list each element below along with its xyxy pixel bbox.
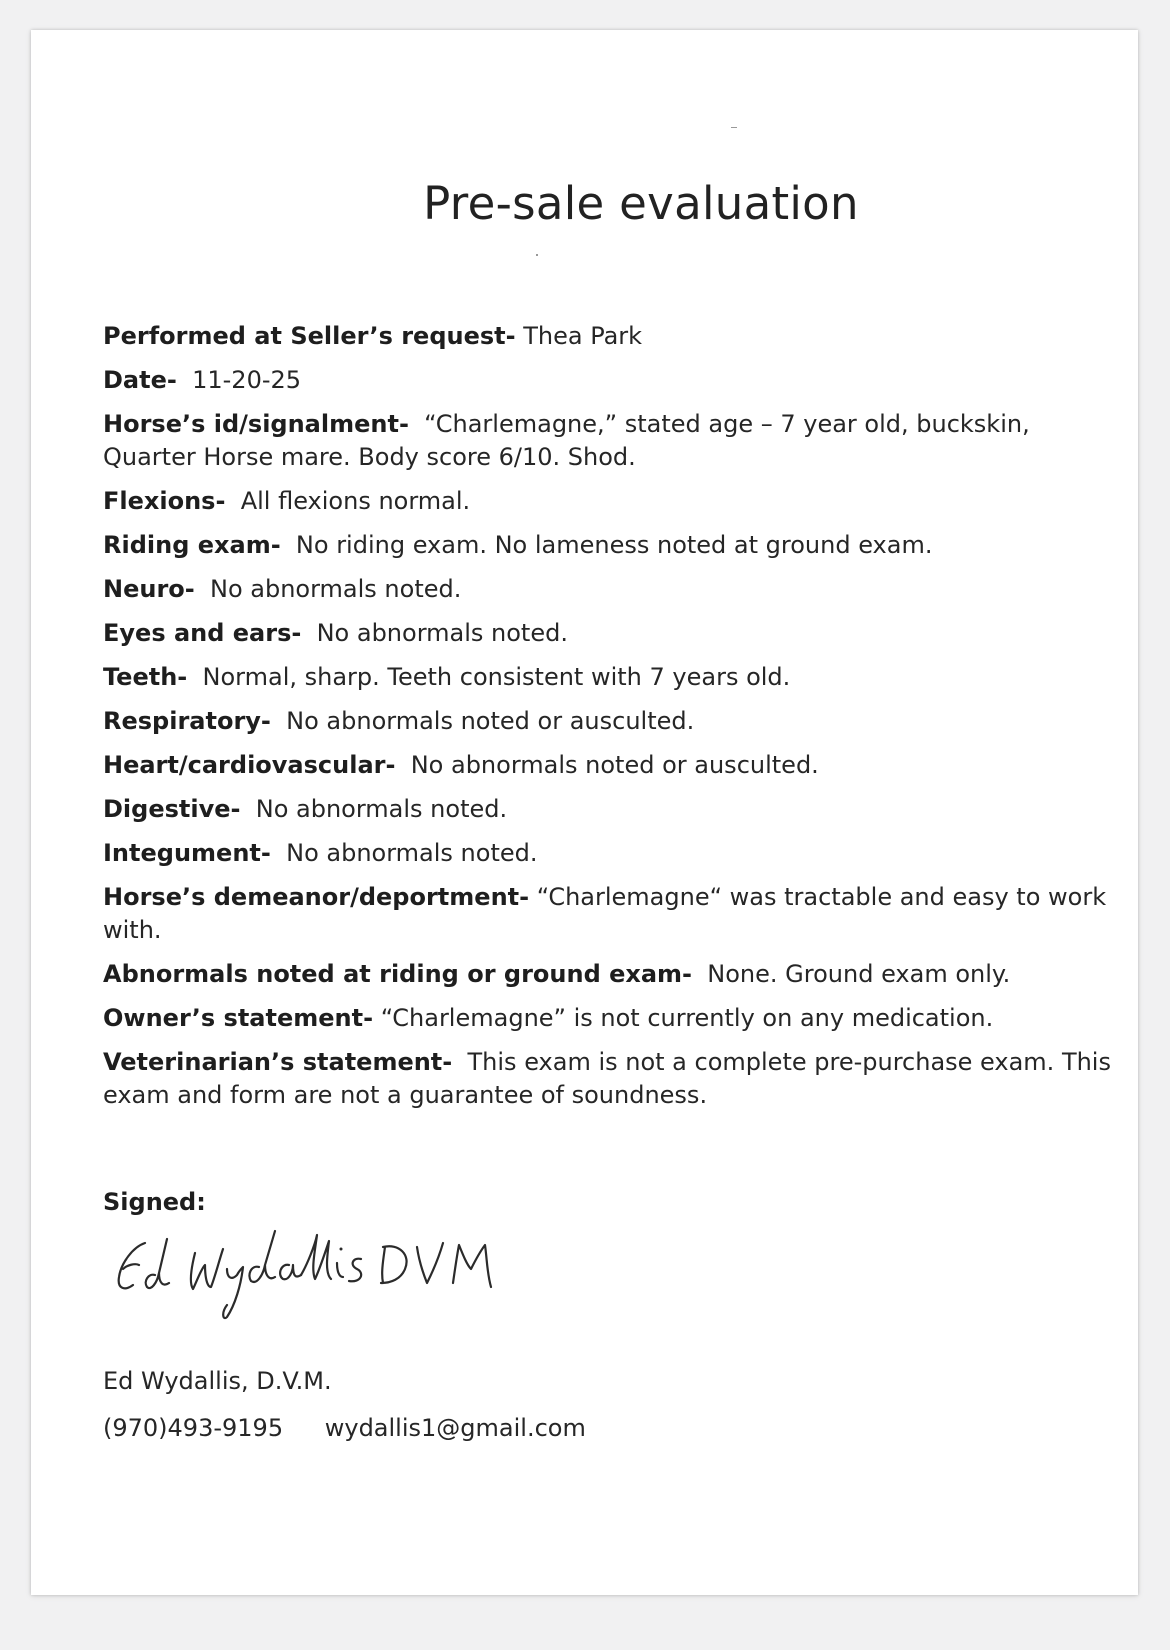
field-teeth: [103, 661, 1113, 694]
field-label: Neuro-: [103, 575, 195, 603]
field-label: Veterinarian’s statement-: [103, 1048, 453, 1076]
field-heart: [103, 749, 1113, 782]
signer-phone: (970)493-9195: [103, 1414, 284, 1442]
handwritten-signature: [93, 1225, 543, 1355]
field-eyes-ears: [103, 617, 1113, 650]
field-value: This exam is not a complete pre-purchase exam. This exam and form are not a guarantee of soundness.: [103, 1048, 1111, 1109]
field-value: No abnormals noted or ausculted.: [410, 751, 819, 779]
field-value: All flexions normal.: [240, 487, 471, 515]
field-value: “Charlemagne“ was tractable and easy to work with.: [103, 883, 1107, 944]
field-value: Normal, sharp. Teeth consistent with 7 years old.: [202, 663, 791, 691]
field-performed-at: [103, 320, 1113, 353]
signed-label: Signed:: [103, 1188, 206, 1216]
scan-speck: [731, 127, 737, 128]
field-label: Teeth-: [103, 663, 188, 691]
field-label: Abnormals noted at riding or ground exam-: [103, 960, 693, 988]
signer-contact: [103, 1414, 586, 1442]
field-value: No abnormals noted or ausculted.: [286, 707, 695, 735]
field-label: Owner’s statement-: [103, 1004, 374, 1032]
field-respiratory: [103, 705, 1113, 738]
field-veterinarian-statement: [103, 1046, 1113, 1112]
field-value: 11-20-25: [192, 366, 302, 394]
field-label: Integument-: [103, 839, 271, 867]
field-value: No abnormals noted.: [210, 575, 462, 603]
field-owner-statement: [103, 1002, 1113, 1035]
field-signalment: [103, 408, 1113, 474]
field-label: Date-: [103, 366, 177, 394]
signer-name: Ed Wydallis, D.V.M.: [103, 1367, 332, 1395]
field-label: Flexions-: [103, 487, 226, 515]
document-title: Pre-sale evaluation: [423, 177, 859, 230]
field-date: [103, 364, 1113, 397]
field-value: No abnormals noted.: [286, 839, 538, 867]
field-label: Horse’s demeanor/deportment-: [103, 883, 530, 911]
field-abnormals: [103, 958, 1113, 991]
evaluation-fields: [103, 320, 1113, 1123]
field-value: No abnormals noted.: [316, 619, 568, 647]
field-flexions: [103, 485, 1113, 518]
field-label: Riding exam-: [103, 531, 281, 559]
field-value: None. Ground exam only.: [707, 960, 1011, 988]
field-value: No abnormals noted.: [255, 795, 508, 823]
field-value: “Charlemagne” is not currently on any medication.: [380, 1004, 994, 1032]
field-integument: [103, 837, 1113, 870]
field-label: Horse’s id/signalment-: [103, 410, 409, 438]
field-label: Performed at Seller’s request-: [103, 322, 516, 350]
field-neuro: [103, 573, 1113, 606]
field-label: Digestive-: [103, 795, 241, 823]
field-label: Respiratory-: [103, 707, 271, 735]
field-label: Eyes and ears-: [103, 619, 302, 647]
field-digestive: [103, 793, 1113, 826]
field-riding-exam: [103, 529, 1113, 562]
field-demeanor: [103, 881, 1113, 947]
document-page: [31, 30, 1138, 1595]
field-value: “Charlemagne,” stated age – 7 year old, buckskin, Quarter Horse mare. Body score 6/10. Shod.: [103, 410, 1030, 471]
field-value: No riding exam. No lameness noted at ground exam.: [295, 531, 933, 559]
scan-speck: [536, 254, 538, 256]
field-label: Heart/cardiovascular-: [103, 751, 396, 779]
field-value: Thea Park: [523, 322, 643, 350]
signer-email: wydallis1@gmail.com: [324, 1414, 586, 1442]
